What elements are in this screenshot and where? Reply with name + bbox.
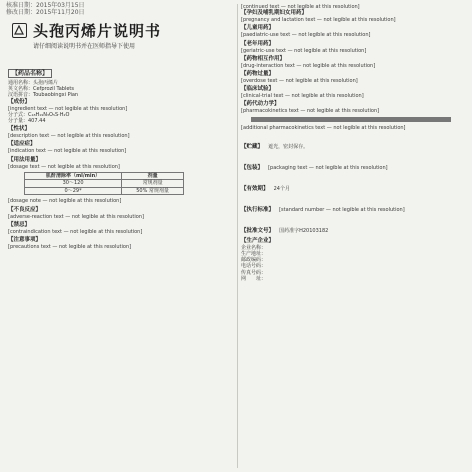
document-header	[12, 20, 234, 56]
indication-section: 【适应症】 [indication text — not legible at this resolution]	[8, 141, 232, 154]
caution-section: 【注意事项】 [precautions text — not legible at this resolution]	[8, 237, 232, 250]
standard-text: [standard number — not legible at this resolution]	[279, 206, 405, 213]
table-header: 肌酐清除率（ml/min）	[25, 172, 122, 180]
pregnancy-text: [pregnancy and lactation text — not legible at this resolution]	[241, 17, 396, 24]
package-text: [packaging text — not legible at this resolution]	[268, 164, 388, 171]
company-logo-icon	[12, 23, 27, 38]
overdose-section: 【药物过量】 [overdose text — not legible at this resolution]	[241, 71, 467, 84]
validity-section: 【有效期】 24个月	[241, 185, 290, 192]
generic-name: 通用名称：头孢丙烯片	[8, 80, 59, 86]
molecular-formula: 分子式：C₁₈H₁₉N₃O₅S·H₂O	[8, 111, 70, 118]
english-name: 英文名称：Cefprozil Tablets	[8, 86, 74, 93]
storage-section: 【贮藏】 遮光，密封保存。	[241, 143, 309, 150]
elderly-text: [geriatric-use text — not legible at this resolution]	[241, 47, 367, 54]
molecular-weight: 分子量：407.44	[8, 118, 46, 125]
interaction-text: [drug-interaction text — not legible at this resolution]	[241, 62, 376, 69]
document-title: 头孢丙烯片说明书	[33, 22, 162, 40]
maker-fax: 传真号码：	[241, 269, 267, 276]
ingredient-section: 【成份】 [ingredient text — not legible at this resolution] 分子式：C₁₈H₁₉N₃O₅S·H₂O 分子量：407.44	[8, 99, 232, 125]
pk-section: 【药代动力学】 [pharmacokinetics text — not legible at this resolution] [additional pharmacokinetics text — not legible at this resolution]	[241, 101, 467, 130]
dosage-note: [dosage note — not legible at this resolution]	[8, 198, 122, 205]
left-column	[8, 60, 232, 470]
adverse-section: 【不良反应】 [adverse-reaction text — not legible at this resolution]	[8, 207, 232, 220]
table-row: 0～29* 50% 常规剂量	[25, 187, 184, 195]
pregnancy-section: 【孕妇及哺乳期妇女用药】 [pregnancy and lactation text — not legible at this resolution]	[241, 10, 467, 23]
description-text: [description text — not legible at this resolution]	[8, 133, 130, 140]
column-divider	[237, 4, 238, 468]
indication-text: [indication text — not legible at this resolution]	[8, 148, 127, 155]
pk-text: [pharmacokinetics text — not legible at this resolution]	[241, 108, 380, 115]
revision-date: 修改日期：2015年11月20日	[6, 9, 85, 16]
pinyin-name: 汉语拼音：Toubaobingxi Pian	[8, 92, 79, 99]
pk-table	[251, 117, 451, 122]
ingredient-text: [ingredient text — not legible at this resolution]	[8, 105, 128, 112]
contraindication-section: 【禁忌】 [contraindication text — not legible at this resolution]	[8, 222, 232, 235]
caution-text: [precautions text — not legible at this resolution]	[8, 243, 132, 250]
approval-section: 【批准文号】 国药准字H20103182	[241, 227, 329, 234]
interaction-section: 【药物相互作用】 [drug-interaction text — not legible at this resolution]	[241, 56, 467, 69]
adverse-text: [adverse-reaction text — not legible at this resolution]	[8, 213, 144, 220]
continued-text: [continued text — not legible at this resolution]	[241, 4, 360, 10]
standard-section: 【执行标准】 [standard number — not legible at this resolution]	[241, 206, 405, 213]
renal-dosage-table	[24, 172, 184, 196]
dosage-section: 【用法用量】 [dosage text — not legible at this resolution] 肌酐清除率（ml/min） 剂量 30～120 常规剂量 0～29* 50% 常规剂量 [dosage note — not legible at this resolution]	[8, 157, 232, 205]
child-section: 【儿童用药】 [paediatric-use text — not legible at this resolution]	[241, 25, 467, 38]
package-section: 【包装】 [packaging text — not legible at this resolution]	[241, 164, 388, 171]
clinical-section: 【临床试验】 [clinical-trial text — not legible at this resolution]	[241, 86, 467, 99]
table-row: 30～120 常规剂量	[25, 180, 184, 188]
maker-address: 生产地址：	[241, 251, 267, 258]
table-header: 剂量	[122, 172, 184, 180]
child-text: [paediatric-use text — not legible at this resolution]	[241, 32, 371, 39]
maker-name: 企业名称：	[241, 244, 267, 251]
maker-postcode: 邮政编码：	[241, 257, 267, 264]
approval-date: 核准日期：2015年03月15日	[6, 2, 85, 9]
clinical-text: [clinical-trial text — not legible at this resolution]	[241, 93, 364, 100]
pk-text-2: [additional pharmacokinetics text — not legible at this resolution]	[241, 124, 406, 131]
overdose-text: [overdose text — not legible at this resolution]	[241, 78, 358, 85]
right-column	[241, 4, 467, 470]
drug-name-heading: 【药品名称】	[8, 69, 52, 78]
dosage-text: [dosage text — not legible at this resolution]	[8, 163, 120, 170]
maker-website: 网 址：	[241, 275, 267, 282]
table-row	[252, 120, 451, 121]
elderly-section: 【老年用药】 [geriatric-use text — not legible at this resolution]	[241, 41, 467, 54]
description-section: 【性状】 [description text — not legible at this resolution]	[8, 126, 232, 139]
document-subtitle: 请仔细阅读说明书并在医师指导下使用	[33, 43, 136, 50]
maker-phone: 电话号码：	[241, 263, 267, 270]
contraindication-text: [contraindication text — not legible at this resolution]	[8, 228, 143, 235]
manufacturer-section: 【生产企业】 企业名称： 生产地址： 邮政编码： 电话号码： 传真号码： 网 址：	[241, 238, 467, 282]
